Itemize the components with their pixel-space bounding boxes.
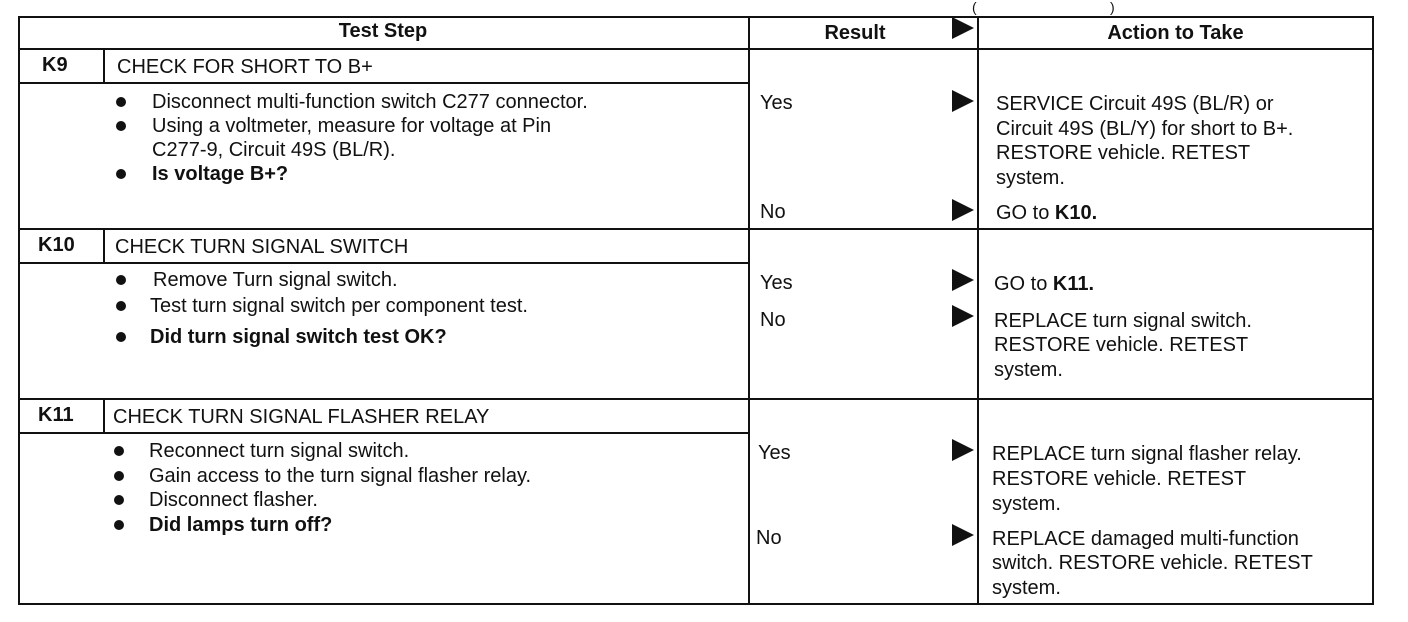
action-line: RESTORE vehicle. RETEST	[996, 142, 1251, 164]
right-triangle-arrow-icon	[952, 199, 974, 221]
table-top-border	[18, 16, 1374, 18]
action-line: system.	[992, 493, 1061, 515]
bullet-dot-icon	[116, 275, 126, 285]
action-line: SERVICE Circuit 49S (BL/R) or	[996, 93, 1274, 115]
bullet-text: Remove Turn signal switch.	[153, 269, 398, 291]
clipped-continued-mark: (	[972, 0, 977, 15]
bullet-dot-icon	[114, 495, 124, 505]
table-left-border	[18, 16, 20, 604]
title-underline-k9	[18, 82, 748, 84]
header-action: Action to Take	[1107, 22, 1244, 44]
header-test-step: Test Step	[338, 20, 428, 42]
right-triangle-arrow-icon	[952, 439, 974, 461]
step-title: CHECK TURN SIGNAL FLASHER RELAY	[113, 406, 490, 428]
bullet-dot-icon	[114, 471, 124, 481]
action-goto-prefix: GO to	[994, 273, 1053, 295]
bullet-text: Disconnect multi-function switch C277 connector.	[152, 91, 588, 113]
step-title: CHECK TURN SIGNAL SWITCH	[115, 236, 409, 258]
table-right-border	[1372, 16, 1374, 604]
result-yes: Yes	[760, 92, 793, 114]
action-line: RESTORE vehicle. RETEST	[994, 334, 1249, 356]
row-divider-k10	[18, 228, 1374, 230]
action-goto-target: K10.	[1054, 202, 1098, 224]
action-line: RESTORE vehicle. RETEST	[992, 468, 1247, 490]
bullet-dot-icon	[116, 97, 126, 107]
col-divider-result	[748, 16, 750, 604]
bullet-dot-icon	[116, 332, 126, 342]
step-id: K11	[38, 404, 74, 426]
action-goto	[994, 272, 1094, 296]
clipped-continued-mark-close: )	[1110, 0, 1115, 15]
action-line: Circuit 49S (BL/Y) for short to B+.	[996, 118, 1294, 140]
action-line: system.	[994, 359, 1063, 381]
action-line: REPLACE turn signal switch.	[994, 310, 1252, 332]
bullet-text: Using a voltmeter, measure for voltage at Pin	[152, 115, 552, 137]
result-no: No	[756, 527, 782, 549]
header-bottom-border	[18, 48, 1374, 50]
step-id: K9	[42, 54, 68, 76]
right-triangle-arrow-icon	[952, 269, 974, 291]
result-yes: Yes	[760, 272, 793, 294]
bullet-dot-icon	[114, 520, 124, 530]
bullet-dot-icon	[116, 301, 126, 311]
action-line: REPLACE turn signal flasher relay.	[992, 443, 1302, 465]
bullet-text: Reconnect turn signal switch.	[149, 440, 410, 462]
row-divider-k11	[18, 398, 1374, 400]
step-id: K10	[38, 234, 75, 256]
action-goto	[996, 201, 1097, 225]
header-result: Result	[824, 22, 886, 44]
id-divider-k9	[103, 48, 105, 83]
result-yes: Yes	[758, 442, 791, 464]
bullet-text: Gain access to the turn signal flasher relay.	[149, 465, 532, 487]
bullet-question: Did turn signal switch test OK?	[150, 326, 447, 348]
result-no: No	[760, 201, 786, 223]
action-line: system.	[992, 577, 1061, 599]
header-arrow-icon	[952, 17, 974, 39]
title-underline-k10	[18, 262, 748, 264]
title-underline-k11	[18, 432, 748, 434]
right-triangle-arrow-icon	[952, 90, 974, 112]
bullet-text: Test turn signal switch per component test.	[150, 295, 528, 317]
result-no: No	[760, 309, 786, 331]
bullet-dot-icon	[116, 169, 126, 179]
action-goto-prefix: GO to	[996, 202, 1055, 224]
bullet-dot-icon	[114, 446, 124, 456]
action-line: switch. RESTORE vehicle. RETEST	[992, 552, 1313, 574]
id-divider-k11	[103, 398, 105, 433]
bullet-text-continued: C277-9, Circuit 49S (BL/R).	[152, 139, 396, 161]
bullet-question: Did lamps turn off?	[149, 514, 333, 536]
col-divider-action	[977, 16, 979, 604]
right-triangle-arrow-icon	[952, 305, 974, 327]
step-title: CHECK FOR SHORT TO B+	[117, 56, 373, 78]
bullet-dot-icon	[116, 121, 126, 131]
action-line: REPLACE damaged multi-function	[992, 528, 1299, 550]
right-triangle-arrow-icon	[952, 524, 974, 546]
id-divider-k10	[103, 228, 105, 263]
table-bottom-border	[18, 603, 1374, 605]
action-goto-target: K11.	[1052, 273, 1095, 295]
action-line: system.	[996, 167, 1065, 189]
bullet-text: Disconnect flasher.	[149, 489, 318, 511]
bullet-question: Is voltage B+?	[152, 163, 289, 185]
